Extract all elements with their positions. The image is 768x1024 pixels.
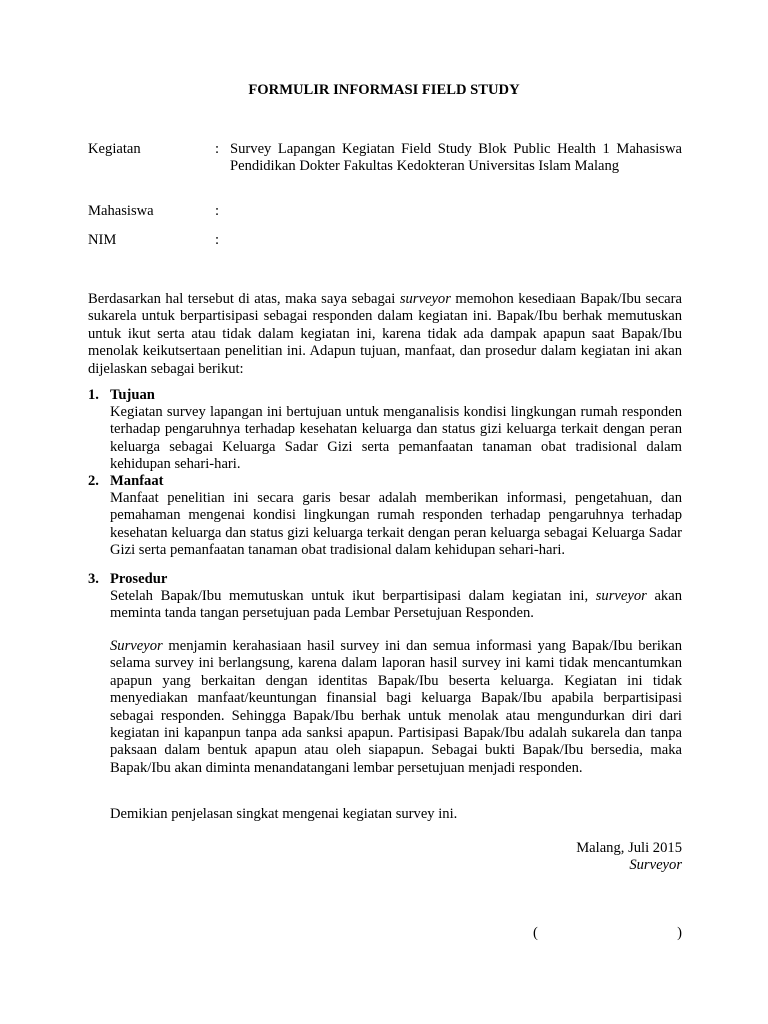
field-colon: :	[215, 141, 220, 157]
place-date: Malang, Juli 2015	[576, 840, 682, 856]
signature-line	[533, 925, 682, 942]
form-title: FORMULIR INFORMASI FIELD STUDY	[248, 82, 520, 98]
section-heading-tujuan	[88, 387, 155, 404]
field-value: Survey Lapangan Kegiatan Field Study Blok Public Health 1 Mahasiswa Pendidikan Dokter Fakultas Kedokteran Universitas Islam Malang	[230, 141, 682, 175]
signer-role-text: Surveyor	[629, 857, 682, 873]
section-title: Manfaat	[110, 473, 164, 489]
intro-paragraph	[88, 291, 682, 378]
field-value	[230, 232, 682, 249]
field-kegiatan	[88, 141, 682, 176]
closing-paragraph: Demikian penjelasan singkat mengenai kegiatan survey ini.	[110, 806, 458, 822]
section-number: 3.	[88, 571, 99, 587]
section-heading-prosedur	[88, 571, 167, 588]
field-mahasiswa	[88, 203, 682, 220]
signer-role	[629, 857, 682, 874]
section-body-manfaat: Manfaat penelitian ini secara garis besar adalah memberikan informasi, pengetahuan, dan pemahaman mengenai kondisi lingkungan rumah responden terhadap pengaruhnya terhadap kesehatan keluarga dan status gizi keluarga terkait dengan peran keluarga sebagai Keluarga Sadar Gizi serta pemanfaatan tanaman obat tradisional dalam kehidupan sehari-hari.	[110, 490, 682, 559]
field-colon: :	[215, 203, 220, 219]
prosedur-emphasis: surveyor	[595, 588, 647, 604]
field-nim	[88, 232, 682, 249]
field-colon: :	[215, 232, 220, 248]
field-label: Kegiatan	[88, 141, 141, 157]
signature-close-paren: )	[677, 925, 682, 941]
intro-text-before: Berdasarkan hal tersebut di atas, maka saya sebagai	[88, 291, 400, 307]
section-number: 2.	[88, 473, 99, 489]
section-number: 1.	[88, 387, 99, 403]
field-label: NIM	[88, 232, 117, 248]
section-body-prosedur	[110, 588, 682, 623]
section-title: Tujuan	[110, 387, 155, 403]
section-title: Prosedur	[110, 571, 168, 587]
prosedur-text-before: Setelah Bapak/Ibu memutuskan untuk ikut berpartisipasi dalam kegiatan ini,	[110, 588, 596, 604]
confidentiality-emphasis: Surveyor	[110, 638, 163, 654]
signature-open-paren: (	[533, 925, 538, 941]
intro-text-after: memohon kesediaan Bapak/Ibu secara sukarela untuk berpartisipasi sebagai responden dalam kegiatan ini. Bapak/Ibu berhak memutuskan untuk ikut serta atau tidak dalam kegiatan ini, karena tidak ada dampak apapun saat Bapak/Ibu menolak keikutsertaan penelitian ini. Adapun tujuan, manfaat, dan prosedur dalam kegiatan ini akan dijelaskan sebagai berikut:	[88, 291, 682, 377]
confidentiality-paragraph	[110, 638, 682, 777]
section-heading-manfaat	[88, 473, 164, 490]
intro-emphasis: surveyor	[399, 291, 451, 307]
field-label: Mahasiswa	[88, 203, 154, 219]
field-value	[230, 203, 682, 220]
section-body-tujuan: Kegiatan survey lapangan ini bertujuan untuk menganalisis kondisi lingkungan rumah responden terhadap pengaruhnya terhadap kesehatan keluarga dan status gizi keluarga terkait dengan peran keluarga sebagai Keluarga Sadar Gizi serta pemanfaatan tanaman obat tradisional dalam kehidupan sehari-hari.	[110, 404, 682, 473]
confidentiality-text: menjamin kerahasiaan hasil survey ini dan semua informasi yang Bapak/Ibu berikan selama survey ini berlangsung, karena dalam laporan hasil survey ini kami tidak mencantumkan apapun yang berkaitan dengan identitas Bapak/Ibu beserta keluarga. Kegiatan ini tidak menyediakan manfaat/keuntungan finansial bagi keluarga Bapak/Ibu apabila berpartisipasi sebagai responden. Sehingga Bapak/Ibu berhak untuk menolak atau mengundurkan diri dari kegiatan ini kapanpun tanpa ada sanksi apapun. Partisipasi Bapak/Ibu adalah sukarela dan tanpa paksaan dalam bentuk apapun atau oleh siapapun. Sebagai bukti Bapak/Ibu bersedia, maka Bapak/Ibu akan diminta menandatangani lembar persetujuan menjadi responden.	[110, 638, 682, 776]
prosedur-text-after: akan meminta tanda tangan persetujuan pada Lembar Persetujuan Responden.	[110, 588, 682, 622]
